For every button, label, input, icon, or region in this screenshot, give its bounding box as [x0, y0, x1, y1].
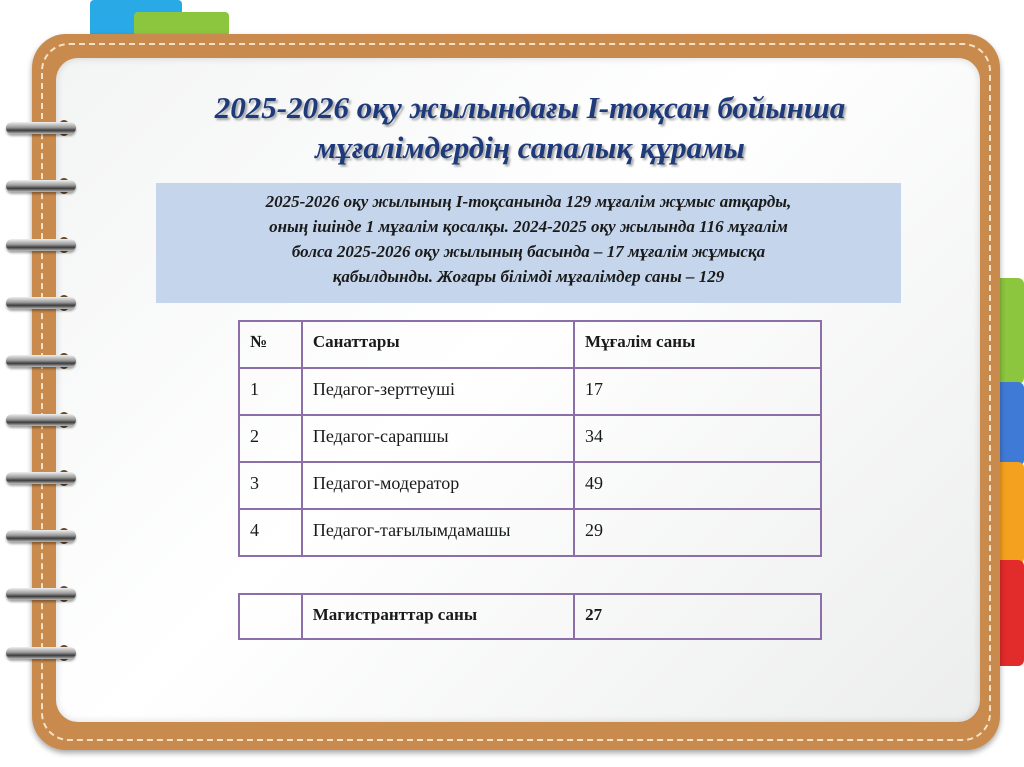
spiral-ring — [6, 530, 76, 542]
spiral-ring — [6, 472, 76, 484]
header-number: № — [239, 321, 302, 368]
summary-row — [239, 594, 821, 639]
info-line-1: 2025-2026 оқу жылының I-тоқсанында 129 мұғалім жұмыс атқарды, — [265, 192, 792, 211]
info-line-2: оның ішінде 1 мұғалім қосалқы. 2024-2025 оқу жылында 116 мұғалім — [269, 217, 788, 236]
summary-empty-cell — [239, 594, 302, 639]
row-count: 34 — [574, 415, 821, 462]
spiral-ring — [6, 414, 76, 426]
row-category: Педагог-зерттеуші — [302, 368, 574, 415]
summary-value: 27 — [574, 594, 821, 639]
info-box — [156, 183, 901, 303]
table-row — [239, 509, 821, 556]
spiral-ring — [6, 588, 76, 600]
slide-title — [120, 88, 940, 168]
row-category: Педагог-тағылымдамашы — [302, 509, 574, 556]
table-row — [239, 462, 821, 509]
row-count: 29 — [574, 509, 821, 556]
spiral-ring — [6, 297, 76, 309]
row-category: Педагог-сарапшы — [302, 415, 574, 462]
master-students-table — [238, 593, 822, 640]
spiral-ring — [6, 180, 76, 192]
row-number: 4 — [239, 509, 302, 556]
header-category: Санаттары — [302, 321, 574, 368]
row-number: 3 — [239, 462, 302, 509]
table-header-row — [239, 321, 821, 368]
row-category: Педагог-модератор — [302, 462, 574, 509]
table-row — [239, 415, 821, 462]
row-count: 17 — [574, 368, 821, 415]
slide-title-line-2: мұғалімдердің сапалық құрамы — [315, 130, 745, 165]
row-number: 1 — [239, 368, 302, 415]
row-count: 49 — [574, 462, 821, 509]
info-line-3: болса 2025-2026 оқу жылының басында – 17 мұғалім жұмысқа — [291, 242, 766, 261]
spiral-ring — [6, 122, 76, 134]
spiral-ring — [6, 647, 76, 659]
table-row — [239, 368, 821, 415]
spiral-ring — [6, 239, 76, 251]
spiral-ring — [6, 355, 76, 367]
slide-title-line-1: 2025-2026 оқу жылындағы I-тоқсан бойынша — [214, 90, 846, 125]
info-line-4: қабылдынды. Жоғары білімді мұғалімдер саны – 129 — [332, 267, 725, 286]
header-teacher-count: Мұғалім саны — [574, 321, 821, 368]
category-table — [238, 320, 822, 557]
row-number: 2 — [239, 415, 302, 462]
summary-label: Магистранттар саны — [302, 594, 574, 639]
